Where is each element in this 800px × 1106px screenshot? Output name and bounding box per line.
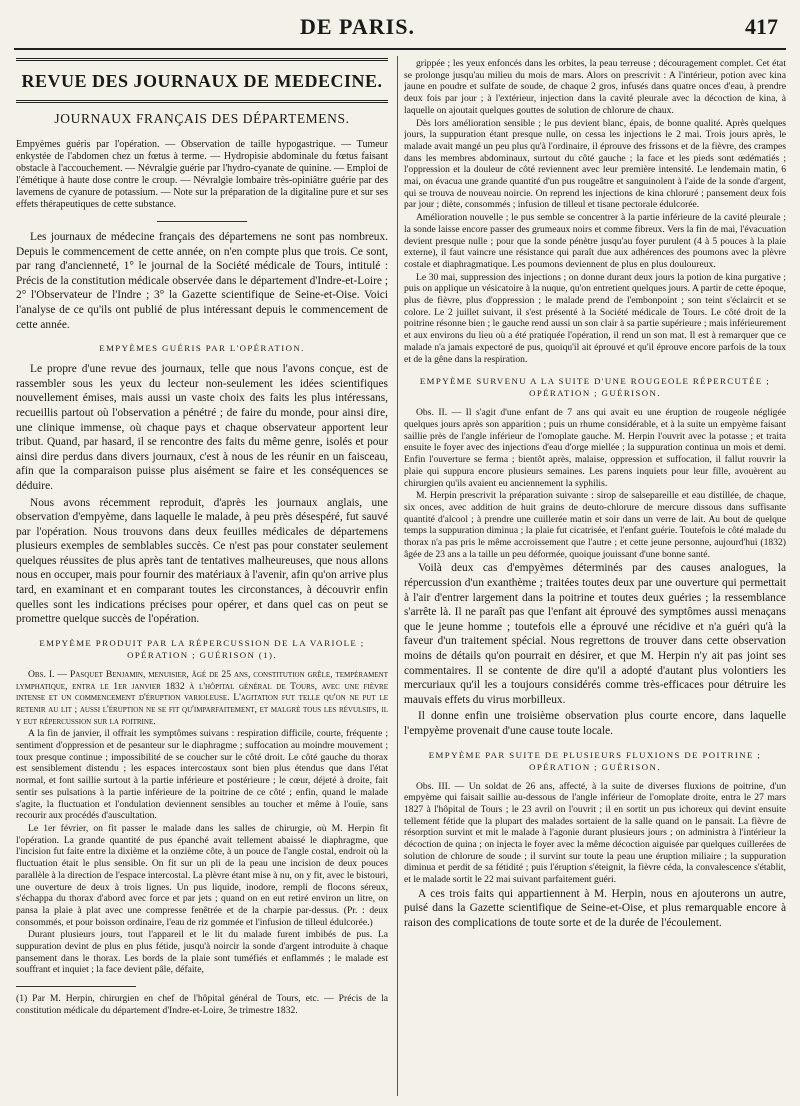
intro-paragraph: Les journaux de médecine français des départemens ne sont pas nombreux. Depuis le commencement de cette année, on n'en compte plus que trois. Ce sont, par rang d'ancienneté, 1° le journal de la Société médicale de Tours, intitulé : Précis de la constitution médicale observée dans le département d'Indre-et-Loire ; 2° l'Observateur de l'Indre ; 3° la Gazette scientifique de Seine-et-Oise. Voici l'analyse de ce qu'ils ont publié de plus intéressant depuis le commencement de cette année. xyxy=(16,231,388,331)
observation-paragraph: Obs. II. — Il s'agit d'une enfant de 7 ans qui avait eu une éruption de rougeole négligée quelques jours après son apparition ; puis un rhume considérable, et à la suite un empyème faisant saillie près de l'angle inférieur de l'omoplate gauche. M. Herpin l'ouvrit avec la potasse ; et traita ensuite le foyer avec des injections d'eau d'orge miellée ; la suppuration continua un mois et demi. Enfin l'ouverture se ferma ; bientôt après, malaise, oppression et suffocation, il fallut rouvrir la plaie qui suppura encore plusieurs semaines. Les parens inquiets pour leur fille, avouèrent au chirurgien qu'ils avaient eu anciennement la syphilis. xyxy=(404,407,786,489)
body-paragraph: A ces trois faits qui appartiennent à M. Herpin, nous en ajouterons un autre, puisé dans la Gazette scientifique de Seine-et-Oise, et plus remarquable encore à raison des complications de toute sorte et de la durée de l'écoulement. xyxy=(404,887,786,930)
summary-paragraph: Empyèmes guéris par l'opération. — Observation de taille hypogastrique. — Tumeur enkystée de l'abdomen chez un fœtus à terme. — Hydropisie abdominale du fœtus faisant obstacle à l'accouchement. — Névralgie guérie par l'hydro-cyanate de quinine. — Emploi de l'émétique à haute dose contre le croup. — Névralgie lombaire très-opiniâtre guérie par des lavemens de cyanure de potassium. — Note sur la préparation de la digitaline pure et sur ses effets thérapeutiques de cette substance. xyxy=(16,139,388,210)
page-header xyxy=(0,0,800,48)
observation-paragraph: M. Herpin prescrivit la préparation suivante : sirop de salsepareille et eau distillée, de chaque, six onces, avec addition de huit grains de deuto-chlorure de mercure dissous dans suffisante quantité d'alcool ; à prendre une cuillerée matin et soir dans un verre de lait. Au bout de quelque temps la suppuration diminua ; la plaie fut cicatrisée, et l'enfant guérie. Toutefois le côté malade du thorax n'a pas pris le même accroissement que l'autre ; et cette jeune personne, aujourd'hui (1832) âgée de 23 ans a la taille un peu déformée, quoique jouissant d'une bonne santé. xyxy=(404,490,786,560)
body-paragraph: Voilà deux cas d'empyèmes déterminés par des causes analogues, la répercussion d'un exanthème ; traitées toutes deux par une ouverture qui permettait à l'air d'entrer largement dans la poitrine et toutes deux guéries ; la ressemblance s'arrête là. Il ne paraît pas que l'enfant ait éprouvé des symptômes aussi menaçans que le jeune homme ; toutefois elle a éprouvé une récidive et n'a guéri qu'à la faveur d'un traitement spécial. Nous regrettons de trouver dans cette observation moins de détails qu'on pourrait en désirer, et que M. Herpin n'y ait pas joint ses commentaires. Il se contente de dire qu'il a adopté d'autant plus volontiers les mercuriaux qu'il les a toujours considérés comme très-efficaces pour détruire les mauvais effets du virus morbilleux. xyxy=(404,562,786,706)
right-column xyxy=(404,58,786,1098)
section-subheading: JOURNAUX FRANÇAIS DES DÉPARTEMENS. xyxy=(54,111,350,126)
left-column xyxy=(16,58,388,1098)
footnote-rule xyxy=(16,986,136,987)
section-title: EMPYÈME PRODUIT PAR LA RÉPERCUSSION DE LA VARIOLE ; OPÉRATION ; GUÉRISON (1). xyxy=(39,637,365,660)
continuation-paragraph: Dès lors amélioration sensible ; le pus devient blanc, épais, de bonne qualité. Après quelques jours, la suppuration étant presque nulle, on cessa les injections le 2 mai. Trois jours après, le malade avait mangé un peu plus qu'à l'ordinaire, il éprouve des frissons et de la fièvre, des crampes dans les membres abdominaux, surtout du côté gauche ; la face et les pieds sont œdématiés ; l'oppression et la douleur de côté reviennent avec leur première intensité. Le lendemain matin, 6 mai, on évacua une grande quantité d'un pus rougeâtre et sanguinolent à l'aide de la sonde d'argent, qui se trouva de nouveau noircie. On reprend les injections de kina chloruré ; pansement deux fois par jour ; diète, consommés ; infusion de tilleul et tisane pectorale édulcorée. xyxy=(404,117,786,211)
footnote: (1) Par M. Herpin, chirurgien en chef de l'hôpital général de Tours, etc. — Précis de la constitution médicale du département d'Indre-et-Loire, 3e trimestre 1832. xyxy=(16,993,388,1016)
section-title: EMPYÈMES GUÉRIS PAR L'OPÉRATION. xyxy=(99,343,305,354)
section-title: EMPYÈME SURVENU A LA SUITE D'UNE ROUGEOLE RÉPERCUTÉE ; OPÉRATION ; GUÉRISON. xyxy=(419,376,771,399)
body-paragraph: Le propre d'une revue des journaux, telle que nous l'avons conçue, est de rassembler sous les yeux du lecteur non-seulement les idées scientifiques nouvellement émises, mais aussi un vaste choix des faits les plus intéressans, recueillis partout où l'observation a pénétré ; de faire du monde, pour ainsi dire, une clinique immense, où chaque pays et chaque observateur apportent leur tribut. Quand, par hasard, il se rencontre des faits du même genre, isolés et pour ainsi dire perdus dans divers journaux, c'est à nous de les réunir en un faisceau, afin que la comparaison puisse plus aisément se faire et les conséquences se déduire. xyxy=(16,363,388,492)
body-paragraph: Il donne enfin une troisième observation plus courte encore, dans laquelle l'empyème provenait d'une cause toute locale. xyxy=(404,710,786,737)
page-number: 417 xyxy=(745,14,778,39)
continuation-paragraph: Le 30 mai, suppression des injections ; on donne durant deux jours la potion de kina purgative ; puis on applique un vésicatoire à la nuque, qu'on entretient quelques jours. A partir de cette époque, plus de fièvre, plus d'oppression ; le malade prend de l'embonpoint ; son teint s'éclaircit et se colore. Le 2 juillet suivant, il s'est présenté à la Société médicale de Tours. Le côté droit de la poitrine résonne bien ; le gauche rend aussi un son clair à sa partie supérieure ; mais inférieurement et aux environs du lieu où a été pratiquée l'opération, il rend un son mat. Il est à remarquer que ce malade n'a jamais expectoré de pus, quoiqu'il ait éprouvé et qu'il éprouve encore parfois de la toux et de la gêne dans la respiration. xyxy=(404,271,786,365)
observation-paragraph: Obs. III. — Un soldat de 26 ans, affecté, à la suite de diverses fluxions de poitrine, d'un empyème qui faisait saillie au-dessous de l'angle inférieur de l'omoplate droite, entra le 27 mars 1827 à l'hôpital de Tours ; le 23 avril on l'ouvrit ; il en sortit un pus ichoreux qui devint ensuite tellement fétide que la plupart des malades sortaient de la salle quand on le pansait. La fièvre de résorption survint et mit le malade à l'agonie durant plusieurs jours ; on administra à l'intérieur la décoction de quina ; on injecta le foyer avec la même décoction aiguisée par quelques cuillerées de solution de chlorure de soude ; il survint sur toute la peau une éruption miliaire ; la suppuration diminua et perdit de sa fétidité ; puis l'éruption s'éteignit, la fièvre céda, la convalescence s'établit, et le malade sortit le 22 mai suivant parfaitement guéri. xyxy=(404,780,786,886)
observation-paragraph: Le 1er février, on fit passer le malade dans les salles de chirurgie, où M. Herpin fit l'opération. La grande quantité de pus épanché avait tellement abaissé le diaphragme, que l'incision fut faite entre la dixième et la onzième côte, à un pouce de l'angle costal, endroit où la fluctuation était le plus sensible. On fit sur un pli de la peau une incision de deux pouces parallèle à la direction de l'espace intercostal. La plèvre étant mise à nu, on y fit, avec le bistouri, une ouverture de deux à trois lignes. Un pus liquide, inodore, rempli de flocons séreux, s'échappa du thorax d'abord avec force et par jets ; quand on en eut retiré environ un litre, on pansa la plaie à plat avec une compresse fenêtrée et de la charpie par-dessus. (Pr. : deux consommés, et pour boisson ordinaire, l'eau de riz gommée et l'infusion de tilleul édulcorée.) xyxy=(16,822,388,928)
observation-paragraph: Durant plusieurs jours, tout l'appareil et le lit du malade furent imbibés de pus. La suppuration devint de plus en plus fétide, jusqu'à noircir la sonde d'argent introduite à chaque pansement dans le thorax. Les bords de la plaie sont tuméfiés et enflammés ; le malade est souffrant et inquiet ; la face devient pâle, défaite, xyxy=(16,929,388,976)
continuation-paragraph: Amélioration nouvelle ; le pus semble se concentrer à la partie inférieure de la cavité pleurale ; la sonde laisse encore passer des grumeaux noirs et comme fibreux. Vers la fin de mai, l'évacuation devient presque nulle ; pour que la sonde pénètre jusqu'au foyer purulent (4 à 5 pouces à la plaie externe), il faut vaincre une résistance qui paraît due aux adhérences des poumons avec la plèvre costale et diaphragmatique. Les poumons deviennent de plus en plus douloureux. xyxy=(404,212,786,270)
review-heading: REVUE DES JOURNAUX DE MEDECINE. xyxy=(16,58,388,103)
running-title: DE PARIS. xyxy=(300,14,415,39)
observation-paragraph: A la fin de janvier, il offrait les symptômes suivans : respiration difficile, courte, fréquente ; sentiment d'oppression et de pesanteur sur le diaphragme ; suffocation au moindre mouvement ; toux presque continue ; impossibilité de se coucher sur le côté droit. Le côté gauche du thorax est sensiblement distendu ; les espaces intercostaux sont bien plus étendus que dans l'état normal, et font saillie surtout à la partie inférieure et postérieure ; le cœur, déjeté à droite, fait sentir ses pulsations à la partie inférieure de la poitrine de ce côté ; enfin, quand le malade s'agite, la fluctuation et l'ondulation deviennent sensibles au toucher et même à l'ouïe, sans recourir aux procédés d'auscultation. xyxy=(16,728,388,822)
body-paragraph: Nous avons récemment reproduit, d'après les journaux anglais, une observation d'empyème, dans laquelle le malade, à peu près désespéré, fut sauvé par l'opération. Nous trouvons dans deux feuilles médicales de départemens plusieurs exemples de semblables succès. Ce n'est pas pour constater seulement quelques réussites de plus après tant de tentatives malheureuses, que nous allons nous en occuper, mais pour fournir des matériaux à l'avenir, afin qu'on arrive plus tard, en examinant et en comparant toutes les circonstances, à découvrir enfin quelles sont les indications précises pour opérer, et dans quel cas on peut se promettre quelque succès de l'opération. xyxy=(16,496,388,626)
continuation-paragraph: grippée ; les yeux enfoncés dans les orbites, la peau terreuse ; découragement complet. Cet état se prolonge jusqu'au milieu du mois de mars. Alors on prescrivit : A l'intérieur, potion avec kina jaune en poudre et sulfate de soude, de chaque 2 gros, infusés dans quatre onces d'eau, à prendre deux fois par jour ; à l'extérieur, injection dans la cavité pleurale avec la décoction de kina, à laquelle on ajoutait quelques gouttes de solution de chlorure de chaux. xyxy=(404,58,786,116)
column-divider xyxy=(397,56,398,1096)
section-title: EMPYÈME PAR SUITE DE PLUSIEURS FLUXIONS DE POITRINE ; OPÉRATION ; GUÉRISON. xyxy=(428,749,762,772)
observation-paragraph: Obs. I. — Pasquet Benjamin, menuisier, âgé de 25 ans, constitution grêle, tempérament lymphatique, entra le 1er janvier 1832 à l'hôpital général de Tours, avec une fièvre intense et un commencement d'éruption varioleuse. L'agitation fut telle qu'on ne put le retenir au lit ; aussi l'éruption ne se fit qu'imparfaitement, et malgré tous les révulsifs, il y eut répercussion sur la poitrine. xyxy=(16,668,388,727)
divider xyxy=(157,221,247,222)
header-rule xyxy=(14,48,786,50)
